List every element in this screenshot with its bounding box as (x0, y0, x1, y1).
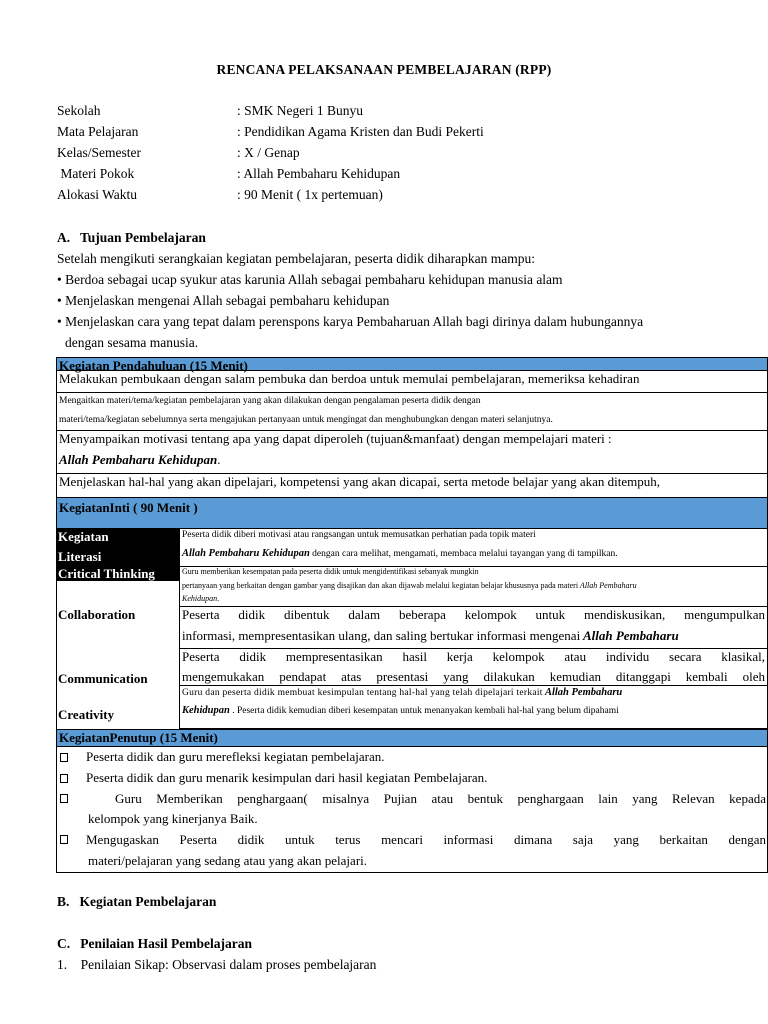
pendahuluan-text: Melakukan pembukaan dengan salam pembuka dan berdoa untuk memulai pembelajaran, memeriksa kehadiran (59, 371, 640, 386)
checkbox-bullet-icon (60, 774, 68, 783)
penutup-item (60, 791, 766, 807)
section-a-heading: A. Tujuan Pembelajaran (57, 230, 206, 245)
critical-thinking-label: Critical Thinking (58, 566, 155, 581)
checkbox-bullet-icon (60, 753, 68, 762)
literasi-label-1: Kegiatan (58, 529, 109, 544)
materi-emphasis: Kehidupan (182, 594, 218, 603)
penutup-item-continuation: materi/pelajaran yang sedang atau yang akan pelajari. (88, 853, 368, 868)
penutup-item-text: Peserta didik dan guru menarik kesimpulan dari hasil kegiatan Pembelajaran. (86, 770, 488, 785)
critical-text: Guru memberikan kesempatan pada peserta didik untuk mengidentifikasi sebanyak mungkin (182, 567, 479, 576)
penutup-item-text: Mengugaskan Peserta didik untuk terus mencari informasi dimana saja yang berkaitan dengan (86, 832, 766, 847)
inti-header (56, 497, 768, 529)
communication-text: Peserta didik mempresentasikan hasil kerja kelompok atau individu secara klasikal, (182, 649, 765, 664)
collaboration-content (179, 607, 768, 649)
literasi-text-line (182, 547, 767, 561)
creativity-content (179, 686, 768, 729)
literasi-text: dengan cara melihat, mengamati, membaca melalui tayangan yang di tampilkan. (309, 549, 618, 559)
info-label: Mata Pelajaran (57, 124, 139, 139)
materi-emphasis: Allah Pembaharu (578, 581, 637, 590)
objective-item: • Menjelaskan cara yang tepat dalam perenspons karya Pembaharuan Allah bagi dirinya dalam hubungannya (57, 314, 644, 329)
pendahuluan-text: Menyampaikan motivasi tentang apa yang dapat diperoleh (tujuan&manfaat) dengan mempelajari materi : (59, 431, 612, 446)
communication-content (179, 649, 768, 686)
literasi-text: Peserta didik diberi motivasi atau rangsangan untuk memusatkan perhatian pada topik materi (182, 530, 536, 540)
checkbox-bullet-icon (60, 794, 68, 803)
collaboration-text-line (182, 628, 767, 644)
info-label: Materi Pokok (57, 166, 135, 181)
penutup-content (56, 747, 768, 873)
critical-text: pertanyaan yang berkaitan dengan gambar yang disajikan dan akan dijawab melalui kegiatan belajar khususnya pada materi (182, 581, 579, 590)
materi-emphasis: Allah Pembaharu Kehidupan (59, 452, 218, 467)
info-value: : Allah Pembaharu Kehidupan (237, 166, 401, 181)
materi-emphasis: Allah Pembaharu (580, 628, 679, 643)
info-value: : Pendidikan Agama Kristen dan Budi Pekerti (237, 124, 484, 139)
info-label: Alokasi Waktu (57, 187, 138, 202)
penutup-header (56, 729, 768, 747)
collaboration-text: informasi, mempresentasikan ulang, dan saling bertukar informasi mengenai (182, 628, 581, 643)
objective-item-continuation: dengan sesama manusia. (65, 335, 199, 350)
pendahuluan-row-3 (56, 431, 768, 474)
inti-header-label: KegiatanInti ( 90 Menit ) (59, 500, 198, 515)
literasi-content (179, 529, 768, 567)
creativity-text-line (182, 686, 767, 700)
section-c-heading: C. Penilaian Hasil Pembelajaran (57, 936, 252, 951)
collaboration-text: Peserta didik dibentuk dalam beberapa kelompok untuk mendiskusikan, mengumpulkan (182, 607, 765, 622)
creativity-text: . Peserta didik kemudian diberi kesempatan untuk menanyakan kembali hal-hal yang belum dipahami (229, 706, 619, 716)
penutup-item (60, 770, 487, 786)
penutup-item-text: Peserta didik dan guru merefleksi kegiatan pembelajaran. (86, 749, 385, 764)
critical-text-line (182, 581, 767, 591)
checkbox-bullet-icon (60, 835, 68, 844)
info-value: : SMK Negeri 1 Bunyu (237, 103, 363, 118)
penutup-item (60, 832, 766, 848)
section-b-heading: B. Kegiatan Pembelajaran (57, 894, 217, 909)
creativity-text: Guru dan peserta didik membuat kesimpulan tentang hal-hal yang telah dipelajari terkait (182, 688, 543, 698)
info-value: : X / Genap (237, 145, 300, 160)
pendahuluan-header (56, 357, 768, 371)
materi-emphasis: Allah Pembaharu Kehidupan (182, 548, 310, 559)
info-value: : 90 Menit ( 1x pertemuan) (237, 187, 383, 202)
penutup-item-text: Guru Memberikan penghargaan( misalnya Pujian atau bentuk penghargaan lain yang Relevan kepada (86, 791, 766, 806)
pendahuluan-text: materi/tema/kegiatan sebelumnya serta mengajukan pertanyaan untuk mengingat dan menghubungkan dengan materi selanjutnya. (59, 415, 553, 425)
info-label: Sekolah (57, 103, 101, 118)
punctuation: . (217, 594, 220, 603)
literasi-label-2: Literasi (58, 549, 102, 564)
pendahuluan-text-line (59, 452, 767, 468)
penilaian-item: 1. Penilaian Sikap: Observasi dalam proses pembelajaran (57, 957, 377, 972)
creativity-label: Creativity (58, 707, 115, 722)
penutup-item (60, 749, 385, 765)
materi-emphasis: Kehidupan (182, 705, 230, 716)
critical-content (179, 567, 768, 607)
objective-item: • Berdoa sebagai ucap syukur atas karunia Allah sebagai pembaharu kehidupan manusia alam (57, 272, 563, 287)
collaboration-label: Collaboration (58, 607, 136, 622)
pendahuluan-text: Mengaitkan materi/tema/kegiatan pembelajaran yang akan dilakukan dengan pengalaman peserta didik dengan (59, 396, 481, 406)
pendahuluan-row-1 (56, 370, 768, 393)
document-title: RENCANA PELAKSANAAN PEMBELAJARAN (RPP) (216, 62, 552, 77)
critical-text-line (182, 594, 767, 604)
communication-text: mengemukakan pendapat atas presentasi yang dilakukan kemudian ditanggapi kembali oleh (182, 669, 765, 684)
penutup-header-label: KegiatanPenutup (15 Menit) (59, 730, 218, 745)
communication-label: Communication (58, 671, 148, 686)
creativity-text-line (182, 704, 767, 718)
pendahuluan-header-label: Kegiatan Pendahuluan (15 Menit) (59, 358, 248, 373)
section-a-intro: Setelah mengikuti serangkaian kegiatan pembelajaran, peserta didik diharapkan mampu: (57, 251, 535, 266)
punctuation: . (217, 452, 221, 467)
pendahuluan-text: Menjelaskan hal-hal yang akan dipelajari, kompetensi yang akan dicapai, serta metode belajar yang akan ditempuh, (59, 474, 661, 489)
materi-emphasis: Allah Pembaharu (542, 687, 623, 698)
penutup-item-continuation: kelompok yang kinerjanya Baik. (88, 811, 258, 826)
objective-item: • Menjelaskan mengenai Allah sebagai pembaharu kehidupan (57, 293, 390, 308)
info-label: Kelas/Semester (57, 145, 141, 160)
pendahuluan-row-2 (56, 393, 768, 431)
